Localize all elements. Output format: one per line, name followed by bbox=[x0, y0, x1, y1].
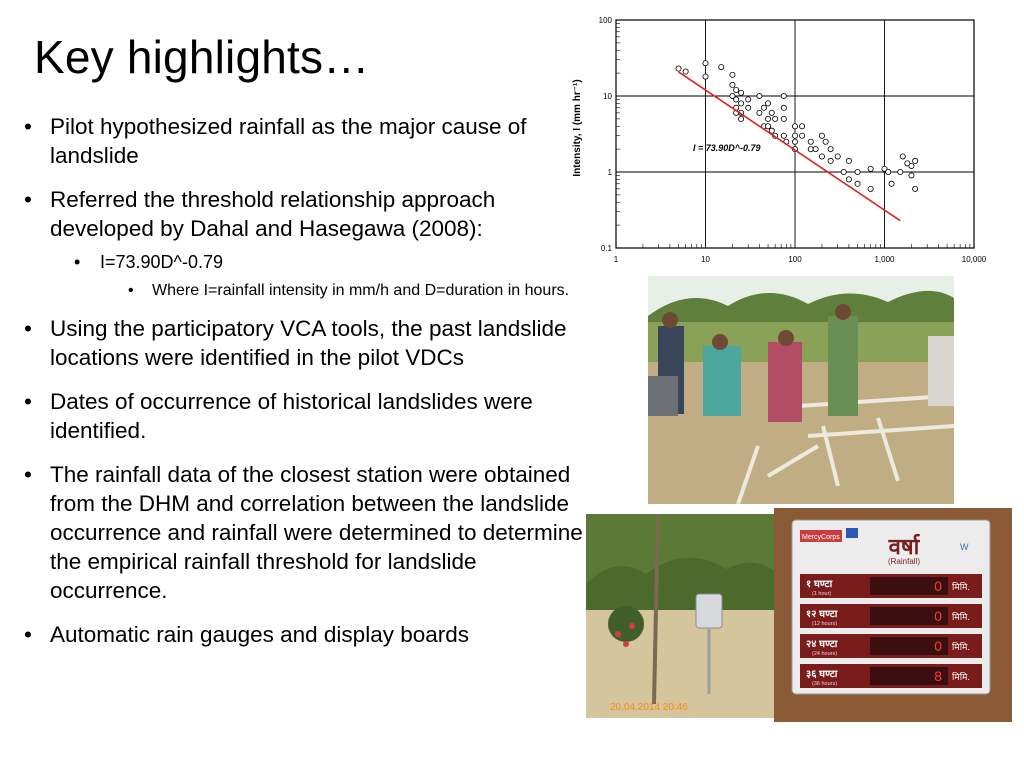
data-point bbox=[746, 105, 751, 110]
board-row bbox=[800, 664, 982, 688]
bullet-list bbox=[24, 112, 584, 664]
bullet-item: • Pilot hypothesized rainfall as the major cause of landslide bbox=[24, 112, 584, 170]
slide-title: Key highlights… bbox=[34, 31, 370, 83]
board-row-unit: मिमि. bbox=[952, 582, 970, 592]
y-tick-label: 10 bbox=[603, 92, 612, 101]
data-point bbox=[913, 186, 918, 191]
data-point bbox=[734, 87, 739, 92]
board-row-sublabel: (1 hour) bbox=[812, 591, 832, 597]
board-row-label: ३६ घण्टा bbox=[806, 669, 838, 680]
x-tick-label: 10 bbox=[701, 255, 710, 264]
data-point bbox=[913, 158, 918, 163]
data-point bbox=[773, 116, 778, 121]
data-point bbox=[799, 133, 804, 138]
board-row-value: 0 bbox=[934, 608, 942, 624]
data-point bbox=[823, 139, 828, 144]
board-subtitle: (Rainfall) bbox=[887, 557, 921, 566]
data-point bbox=[846, 158, 851, 163]
sub-bullet-item: • I=73.90D^-0.79 bbox=[24, 250, 584, 274]
data-point bbox=[835, 154, 840, 159]
data-point bbox=[886, 169, 891, 174]
bullet-item: • Using the participatory VCA tools, the past landslide locations were identified in the pilot VDCs bbox=[24, 314, 584, 372]
data-point bbox=[781, 93, 786, 98]
data-point bbox=[868, 186, 873, 191]
data-point bbox=[909, 163, 914, 168]
data-point bbox=[781, 116, 786, 121]
community-mapping-photo bbox=[648, 276, 954, 504]
board-row bbox=[800, 604, 982, 628]
data-point bbox=[781, 105, 786, 110]
data-point bbox=[739, 101, 744, 106]
data-point bbox=[799, 124, 804, 129]
data-point bbox=[703, 61, 708, 66]
data-point bbox=[868, 166, 873, 171]
y-tick-label: 1 bbox=[607, 168, 612, 177]
data-point bbox=[846, 177, 851, 182]
data-point bbox=[765, 116, 770, 121]
board-row-unit: मिमि. bbox=[952, 642, 970, 652]
data-point bbox=[855, 181, 860, 186]
data-point bbox=[739, 116, 744, 121]
bullet-item: • Referred the threshold relationship approach developed by Dahal and Hasegawa (2008): bbox=[24, 185, 584, 243]
board-row-value: 0 bbox=[934, 638, 942, 654]
data-point bbox=[819, 154, 824, 159]
board-row bbox=[800, 574, 982, 598]
x-tick-label: 1,000 bbox=[874, 255, 895, 264]
board-row-unit: मिमि. bbox=[952, 612, 970, 622]
data-point bbox=[808, 139, 813, 144]
equation-label: I = 73.90D^-0.79 bbox=[693, 143, 761, 153]
data-point bbox=[792, 133, 797, 138]
data-point bbox=[781, 133, 786, 138]
board-title: वर्षा bbox=[888, 534, 920, 559]
data-point bbox=[792, 124, 797, 129]
y-tick-label: 0.1 bbox=[600, 244, 612, 253]
rain-gauge-photo bbox=[586, 514, 778, 718]
board-brand: MercyCorps bbox=[802, 534, 840, 541]
bullet-item: • Dates of occurrence of historical landslides were identified. bbox=[24, 387, 584, 445]
data-point bbox=[757, 110, 762, 115]
board-row-sublabel: (36 hours) bbox=[812, 681, 838, 687]
board-row-label: २४ घण्टा bbox=[806, 639, 838, 650]
data-point bbox=[765, 101, 770, 106]
x-tick-label: 10,000 bbox=[961, 255, 987, 264]
data-point bbox=[683, 69, 688, 74]
board-row-sublabel: (24 hours) bbox=[812, 651, 838, 657]
board-row-unit: मिमि. bbox=[952, 672, 970, 682]
bullet-item: • The rainfall data of the closest station were obtained from the DHM and correlation between the landslide occurrence and rainfall were determined to determine the empirical rainfall threshold for landslide occurrence. bbox=[24, 460, 584, 605]
data-point bbox=[761, 105, 766, 110]
data-point bbox=[819, 133, 824, 138]
data-point bbox=[730, 72, 735, 77]
data-point bbox=[734, 97, 739, 102]
sub-sub-bullet-item: • Where I=rainfall intensity in mm/h and D=duration in hours. bbox=[24, 280, 584, 302]
data-point bbox=[739, 90, 744, 95]
data-point bbox=[855, 169, 860, 174]
data-point bbox=[719, 65, 724, 70]
data-point bbox=[730, 82, 735, 87]
board-row-value: 8 bbox=[934, 668, 942, 684]
board-row-sublabel: (12 hours) bbox=[812, 621, 838, 627]
photo-timestamp: 20.04.2014 20:46 bbox=[610, 702, 688, 713]
y-tick-label: 100 bbox=[598, 16, 612, 25]
data-point bbox=[909, 173, 914, 178]
data-point bbox=[828, 158, 833, 163]
data-point bbox=[828, 147, 833, 152]
x-tick-label: 1 bbox=[613, 255, 619, 264]
rainfall-display-board-photo bbox=[774, 508, 1012, 722]
x-tick-label: 100 bbox=[788, 255, 802, 264]
data-point bbox=[808, 147, 813, 152]
data-point bbox=[765, 124, 770, 129]
data-point bbox=[792, 139, 797, 144]
bullet-item: • Automatic rain gauges and display boards bbox=[24, 620, 584, 649]
data-point bbox=[841, 169, 846, 174]
board-row-value: 0 bbox=[934, 578, 942, 594]
data-point bbox=[703, 74, 708, 79]
board-row-label: १२ घण्टा bbox=[806, 609, 838, 620]
rainfall-threshold-chart bbox=[566, 8, 996, 270]
data-point bbox=[813, 147, 818, 152]
board-row-label: १ घण्टा bbox=[806, 579, 833, 590]
data-point bbox=[676, 66, 681, 71]
svg-text:W: W bbox=[960, 542, 969, 552]
y-axis-label: Intensity, I (mm hr⁻¹) bbox=[572, 79, 583, 177]
board-row bbox=[800, 634, 982, 658]
data-point bbox=[900, 154, 905, 159]
data-point bbox=[757, 93, 762, 98]
data-point bbox=[898, 169, 903, 174]
data-point bbox=[746, 97, 751, 102]
data-point bbox=[889, 181, 894, 186]
data-point bbox=[769, 110, 774, 115]
